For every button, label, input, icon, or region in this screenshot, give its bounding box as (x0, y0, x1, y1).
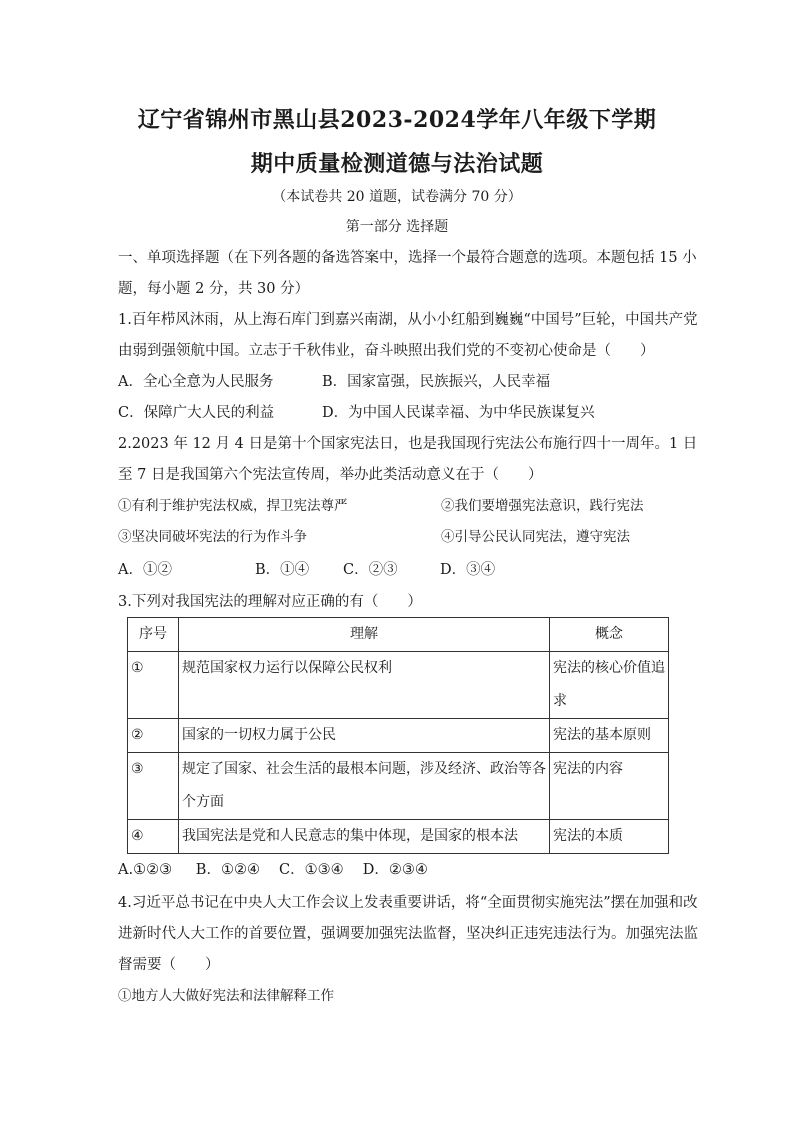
row-concept-line1: 宪法的核心价值追 (553, 660, 665, 676)
table-row (128, 820, 669, 854)
row-concept: 宪法的基本原则 (550, 719, 669, 753)
row-concept: 宪法的本质 (550, 820, 669, 854)
exam-subtitle: （本试卷共 20 道题，试卷满分 70 分） (272, 189, 522, 205)
instruction-line1: 一、单项选择题（在下列各题的备选答案中，选择一个最符合题意的选项。本题包括 15 小 (118, 250, 697, 266)
row-understanding: 规范国家权力运行以保障公民权利 (179, 652, 550, 719)
section-heading: 第一部分 选择题 (345, 219, 449, 235)
table-header-understanding: 理解 (179, 618, 550, 652)
row-concept-line2: 求 (553, 693, 567, 709)
row-no: ② (128, 719, 179, 753)
q2-statement-4: ④引导公民认同宪法，遵守宪法 (441, 529, 630, 545)
q3-options: A.①②③ B．①②④ C．①③④ D．②③④ (118, 862, 428, 878)
table-header-concept: 概念 (550, 618, 669, 652)
q2-statement-3: ③坚决同破坏宪法的行为作斗争 (118, 529, 307, 545)
q1-stem-line1: 1.百年栉风沐雨，从上海石库门到嘉兴南湖，从小小红船到巍巍“中国号”巨轮，中国共产党 (118, 312, 698, 328)
q4-statement-1: ①地方人大做好宪法和法律解释工作 (118, 988, 334, 1004)
exam-title-line2: 期中质量检测道德与法治试题 (250, 151, 544, 177)
row-concept: 宪法的内容 (550, 753, 669, 820)
q1-option-b: B．国家富强，民族振兴，人民幸福 (322, 374, 551, 390)
table-header-row (128, 618, 669, 652)
q2-stem-line1: 2.2023 年 12 月 4 日是第十个国家宪法日，也是我国现行宪法公布施行四十一周年。1 日 (118, 436, 698, 452)
row-understanding-line2: 个方面 (182, 794, 224, 810)
exam-title-line1: 辽宁省锦州市黑山县2023-2024学年八年级下学期 (137, 107, 657, 133)
q1-option-c: C．保障广大人民的利益 (118, 405, 275, 421)
q2-option-c: C．②③ (343, 562, 398, 578)
row-understanding: 国家的一切权力属于公民 (179, 719, 550, 753)
q2-statement-1: ①有利于维护宪法权威，捍卫宪法尊严 (118, 498, 348, 514)
table-row (128, 652, 669, 719)
q4-stem-line2: 进新时代人大工作的首要位置，强调要加强宪法监督，坚决纠正违宪违法行为。加强宪法监 (118, 926, 698, 942)
row-understanding-line1: 规定了国家、社会生活的最根本问题，涉及经济、政治等各 (182, 761, 546, 777)
instruction-line2: 题，每小题 2 分，共 30 分） (118, 281, 310, 297)
row-understanding: 我国宪法是党和人民意志的集中体现，是国家的根本法 (179, 820, 550, 854)
q2-stem-line2: 至 7 日是我国第六个宪法宣传周，举办此类活动意义在于（ ） (118, 467, 543, 483)
q3-stem: 3.下列对我国宪法的理解对应正确的有（ ） (118, 594, 422, 610)
row-understanding (179, 753, 550, 820)
q1-option-d: D．为中国人民谋幸福、为中华民族谋复兴 (322, 405, 595, 421)
table-row (128, 753, 669, 820)
row-no: ① (128, 652, 179, 719)
q1-option-a: A．全心全意为人民服务 (118, 374, 274, 390)
q4-stem-line3: 督需要（ ） (118, 957, 220, 973)
table-header-no: 序号 (128, 618, 179, 652)
q1-stem-line2: 由弱到强领航中国。立志于千秋伟业，奋斗映照出我们党的不变初心使命是（ ） (118, 343, 655, 359)
q2-option-a: A．①② (118, 562, 172, 578)
q2-statement-2: ②我们要增强宪法意识，践行宪法 (441, 498, 644, 514)
table-row (128, 719, 669, 753)
row-no: ④ (128, 820, 179, 854)
q4-stem-line1: 4.习近平总书记在中央人大工作会议上发表重要讲话，将“全面贯彻实施宪法”摆在加强和改 (118, 895, 698, 911)
q3-table (127, 617, 669, 854)
row-concept (550, 652, 669, 719)
row-no: ③ (128, 753, 179, 820)
q2-option-b: B．①④ (255, 562, 310, 578)
q2-option-d: D．③④ (440, 562, 496, 578)
